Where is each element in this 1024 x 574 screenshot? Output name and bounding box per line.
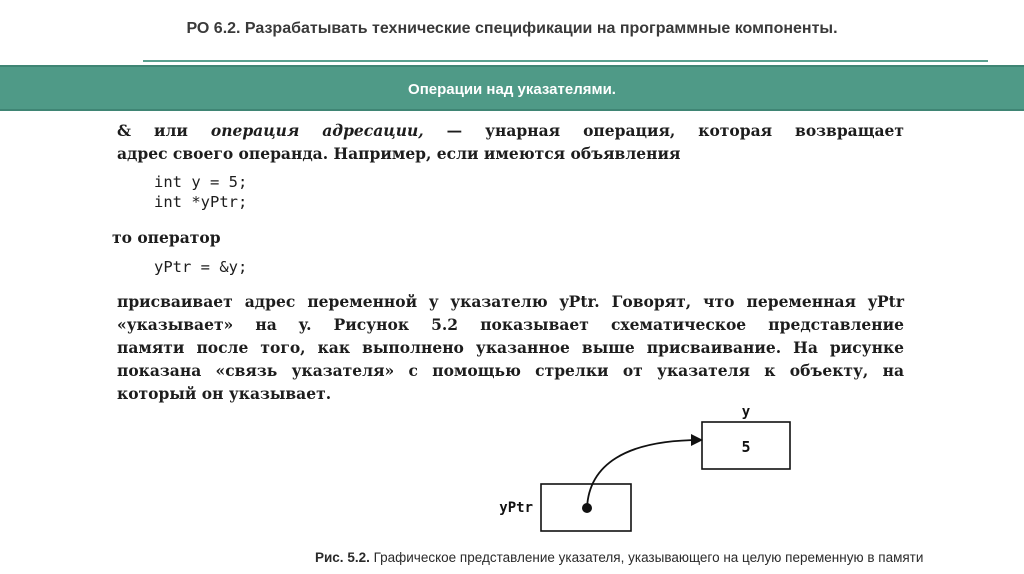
paragraph-2: то оператор	[112, 228, 221, 247]
paragraph-3-line-1: присваивает адрес переменной y указателю yPtr. Говорят, что переменная yPtr	[117, 292, 904, 311]
figure-caption-text: Графическое представление указателя, указывающего на целую переменную в памяти	[369, 550, 924, 565]
paragraph-1-rest: — унарная операция, которая возвращает	[423, 121, 904, 140]
ampersand-text: & или	[117, 121, 211, 140]
figure-caption-label: Рис. 5.2.	[315, 550, 370, 565]
variable-y-label: y	[741, 404, 751, 420]
paragraph-1-line-2: адрес своего операнда. Например, если имеются объявления	[117, 144, 681, 163]
paragraph-3-line-4: показана «связь указателя» с помощью стрелки от указателя к объекту, на	[117, 361, 904, 380]
pointer-yptr-label: yPtr	[499, 500, 533, 516]
code-assignment: yPtr = &y;	[154, 258, 248, 276]
slide-title: РО 6.2. Разрабатывать технические спецификации на программные компоненты.	[186, 20, 838, 37]
figure-caption	[315, 550, 923, 565]
paragraph-3-line-3: памяти после того, как выполнено указанное выше присваивание. На рисунке	[117, 338, 904, 357]
paragraph-3-line-2: «указывает» на y. Рисунок 5.2 показывает схематическое представление	[117, 315, 904, 334]
address-operation-term: операция адресации,	[210, 121, 424, 140]
code-declaration-y: int y = 5;	[154, 173, 248, 191]
section-title: Операции над указателями.	[408, 81, 616, 98]
paragraph-3-line-5: который он указывает.	[117, 384, 332, 403]
variable-y-value: 5	[741, 438, 751, 456]
code-declaration-yptr: int *yPtr;	[154, 193, 248, 211]
